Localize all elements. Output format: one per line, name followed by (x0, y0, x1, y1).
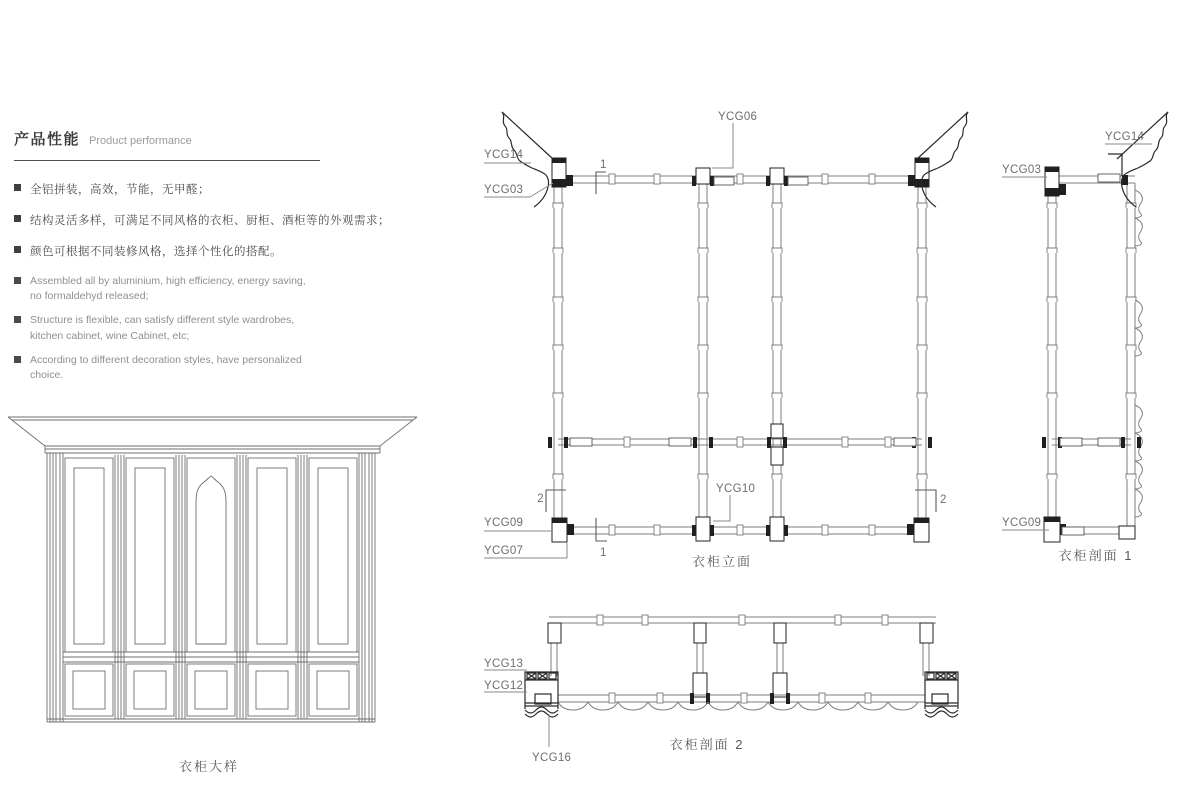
section-mark-2-right: 2 (940, 494, 947, 506)
wardrobe-section2-drawing (484, 615, 958, 764)
caption-section2: 衣柜剖面 2 (669, 737, 745, 752)
section-mark-1-top: 1 (600, 159, 607, 171)
crown-molding (1108, 112, 1168, 207)
caption-elevation: 衣柜立面 (691, 554, 753, 569)
bottom-band (558, 693, 925, 710)
posts (548, 623, 933, 697)
bullet-text: 颜色可根据不同装修风格，选择个性化的搭配。 (30, 246, 282, 258)
label-ycg09-section1: YCG09 (1002, 517, 1042, 529)
bullet-text: Assembled all by aluminium, high efficiency, energy saving, no formaldehyd released; (30, 275, 306, 303)
bullet-text: 结构灵活多样，可满足不同风格的衣柜、厨柜、酒柜等的外观需求； (30, 215, 390, 227)
wardrobe-detail-drawing (8, 417, 417, 774)
rail-joint-ticks (609, 174, 891, 535)
bullet-text: Structure is flexible, can satisfy different style wardrobes, kitchen cabinet, wine Cabinet, etc; (30, 314, 295, 342)
frame-posts (1047, 183, 1136, 527)
frame-posts (553, 183, 927, 527)
crown-moldings (502, 112, 968, 207)
label-ycg13-section2: YCG13 (484, 658, 524, 670)
bullet-text: 全铝拼装，高效，节能，无甲醛； (30, 184, 210, 196)
mullions (115, 455, 307, 719)
wardrobe-section1-drawing (1002, 112, 1168, 563)
label-ycg06-elevation: YCG06 (718, 111, 758, 123)
label-ycg09-elevation: YCG09 (484, 517, 524, 529)
caption-section1: 衣柜剖面 1 (1058, 548, 1134, 563)
top-rail (549, 615, 936, 625)
label-ycg12-section2: YCG12 (484, 680, 524, 692)
section-mark-1-bottom: 1 (600, 547, 607, 559)
bullet-text: According to different decoration styles, have personalized choice. (30, 353, 302, 382)
upper-door-panels (65, 458, 357, 652)
label-ycg14-elevation: YCG14 (484, 149, 524, 161)
panel-title-cn: 产品性能 (14, 131, 81, 148)
crown-molding (8, 417, 417, 453)
label-ycg10-elevation: YCG10 (716, 483, 756, 495)
section-mark-2-left: 2 (537, 493, 544, 505)
label-ycg03-section1: YCG03 (1002, 164, 1042, 176)
label-ycg03-elevation: YCG03 (484, 184, 524, 196)
joints (1042, 167, 1141, 542)
lower-door-panels (47, 664, 375, 722)
mid-rail (63, 652, 359, 662)
frame-rails (552, 176, 929, 534)
label-ycg07-elevation: YCG07 (484, 545, 524, 557)
wardrobe-elevation-drawing (484, 111, 968, 569)
caption-wardrobe-detail: 衣柜大样 (178, 759, 240, 774)
label-ycg16-section2: YCG16 (532, 752, 572, 764)
panel-edge-profile (1135, 190, 1142, 517)
side-pilasters (47, 453, 375, 722)
panel-title-en: Product performance (89, 135, 192, 147)
frame-rails (1046, 176, 1135, 534)
label-ycg14-section1: YCG14 (1105, 131, 1145, 143)
